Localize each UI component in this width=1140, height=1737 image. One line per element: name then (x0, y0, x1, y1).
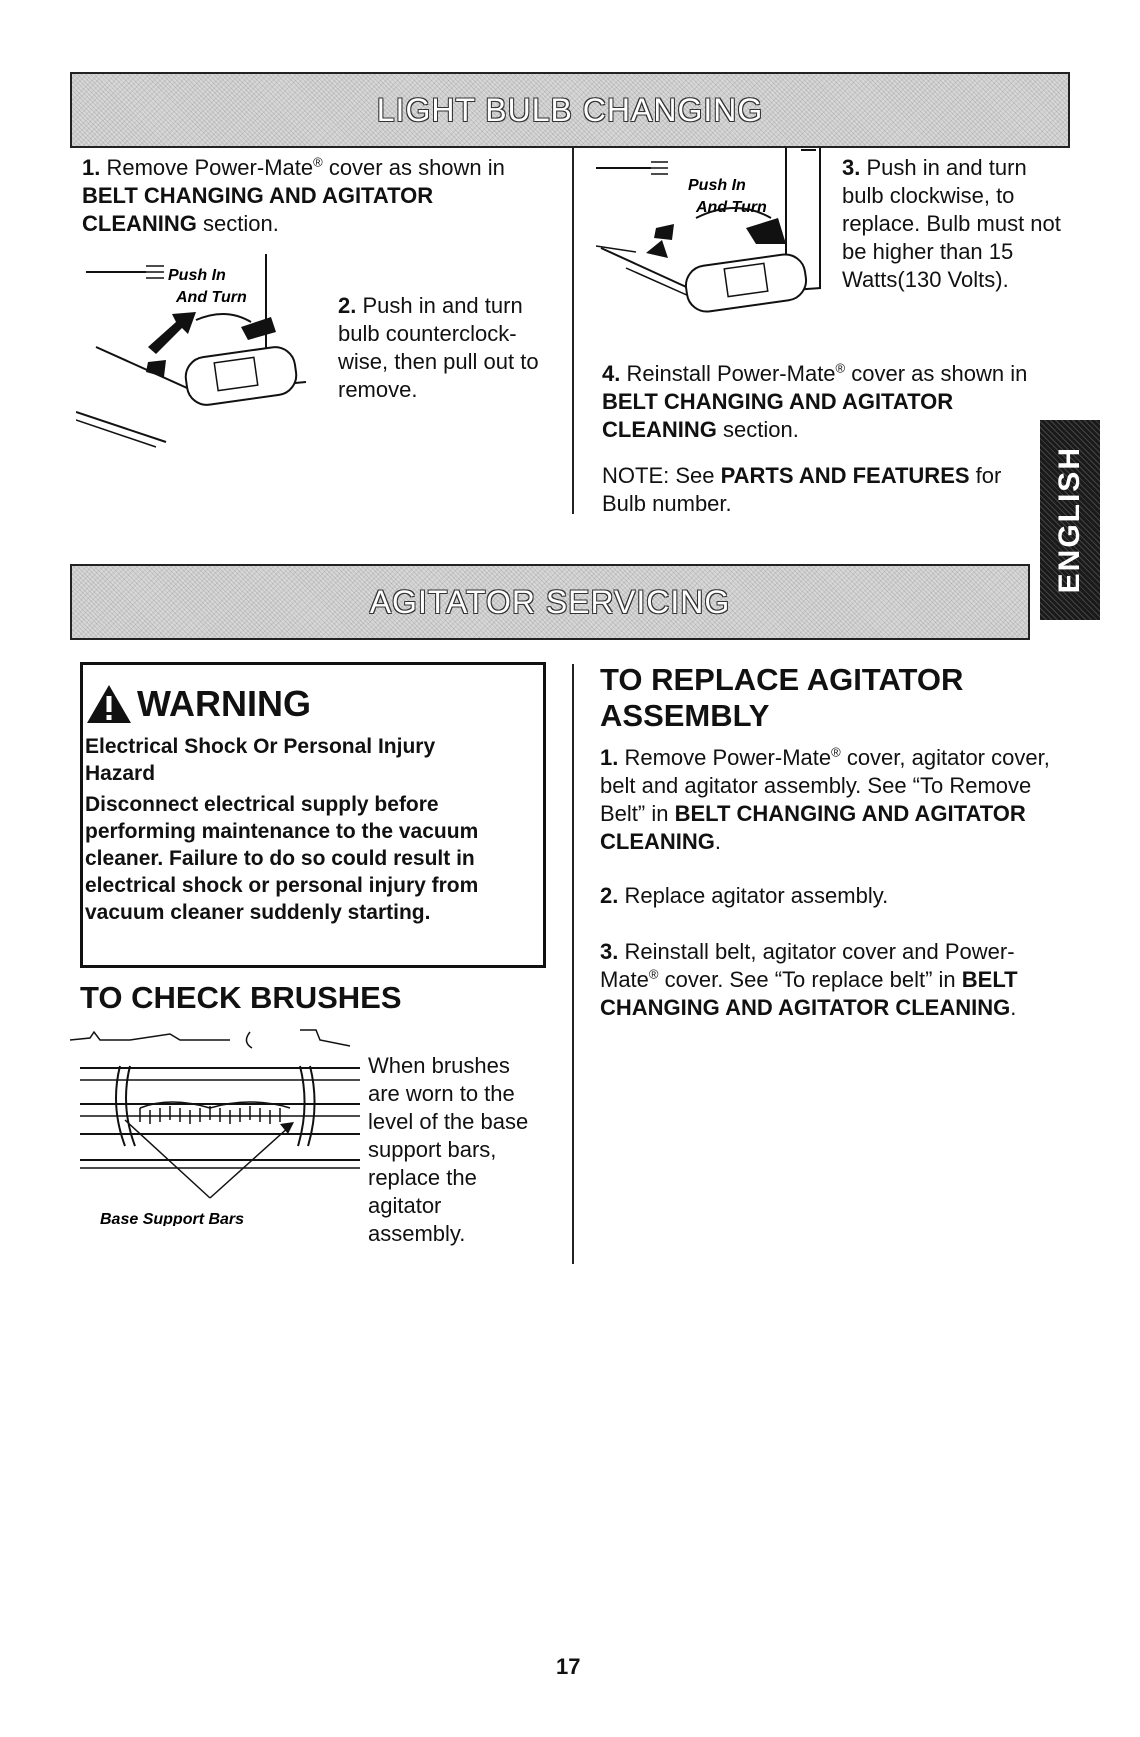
replace-agitator-step-2: 2. Replace agitator assembly. (600, 883, 889, 908)
section-banner-agitator (70, 564, 1030, 640)
warning-title: WARNING (137, 683, 311, 724)
check-brushes-heading: TO CHECK BRUSHES (80, 980, 402, 1015)
and-turn-label-2: And Turn (696, 199, 767, 216)
light-bulb-step-2: 2. Push in and turn bulb counterclock-wise, then pull out to remove. (338, 293, 539, 402)
bulb-install-illustration (596, 148, 846, 328)
replace-agitator-step-1: 1. Remove Power-Mate® cover, agitator cover, belt and agitator assembly. See “To Remove Belt” in BELT CHANGING AND AGITATOR CLEANING. (600, 744, 1050, 854)
check-brushes-text: When brushes are worn to the level of the base support bars, replace the agitator assembly. (368, 1053, 529, 1246)
push-in-label-2: Push In (688, 177, 746, 194)
replace-agitator-step-3: 3. Reinstall belt, agitator cover and Power-Mate® cover. See “To replace belt” in BELT CHANGING AND AGITATOR CLEANING. (600, 939, 1018, 1020)
replace-agitator-heading: TO REPLACE AGITATOR ASSEMBLY (600, 662, 964, 733)
light-bulb-step-4: 4. Reinstall Power-Mate® cover as shown in BELT CHANGING AND AGITATOR CLEANING section. (602, 360, 1028, 442)
warning-hazard: Electrical Shock Or Personal Injury Hazard (85, 735, 436, 785)
light-bulb-step-3: 3. Push in and turn bulb clockwise, to replace. Bulb must not be higher than 15 Watts(130 Volts). (842, 155, 1061, 292)
bulb-removal-illustration (76, 252, 326, 452)
push-in-label: Push In (168, 267, 226, 284)
banner-title: AGITATOR SERVICING (369, 583, 731, 620)
page-number: 17 (556, 1654, 581, 1679)
and-turn-label: And Turn (176, 289, 247, 306)
light-bulb-note: NOTE: See PARTS AND FEATURES for Bulb number. (602, 463, 1002, 516)
brushes-illustration (70, 1026, 370, 1226)
warning-triangle-icon (85, 683, 133, 725)
warning-body: Disconnect electrical supply before performing maintenance to the vacuum cleaner. Failure to do so could result in electrical shock or personal injury from vacuum cleaner suddenly starting. (85, 793, 479, 924)
base-support-bars-caption: Base Support Bars (100, 1211, 245, 1226)
section-banner-light-bulb (70, 72, 1070, 148)
column-divider-bottom (572, 664, 574, 1264)
language-tab-english: ENGLISH (1040, 420, 1100, 620)
warning-header (85, 683, 311, 725)
warning-box (80, 662, 546, 968)
banner-title: LIGHT BULB CHANGING (376, 91, 764, 128)
light-bulb-step-1: 1. Remove Power-Mate® cover as shown in BELT CHANGING AND AGITATOR CLEANING section. (82, 154, 505, 236)
column-divider-top (572, 148, 574, 514)
